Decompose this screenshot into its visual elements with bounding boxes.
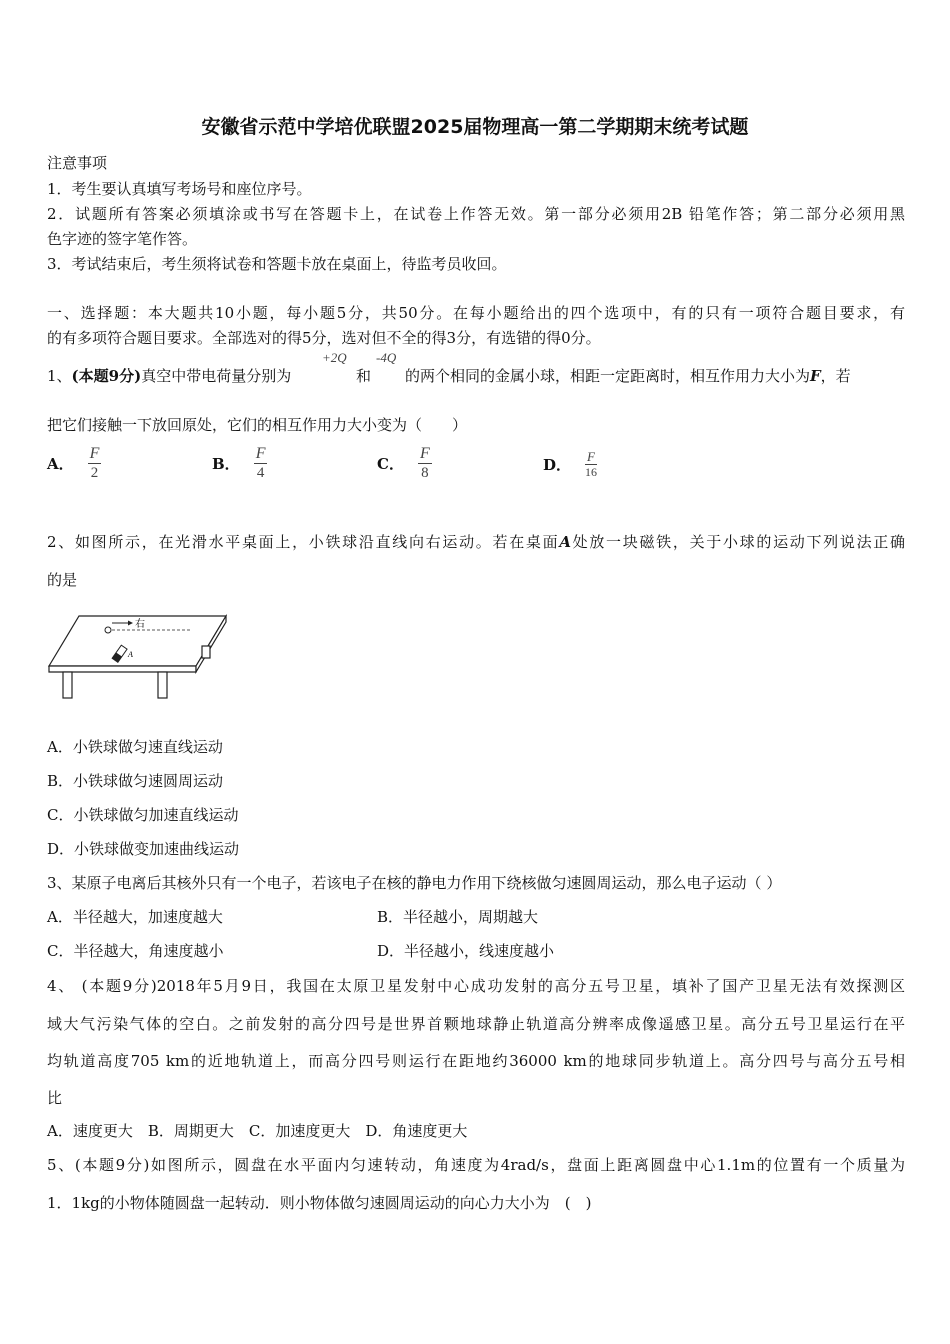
question-5-stem: 5、(本题9分)如图所示，圆盘在水平面内匀速转动，角速度为4rad/s，盘面上距离圆盘中心1.1m的位置有一个质量为 xyxy=(47,1156,905,1174)
q1-charge-1: +2Q xyxy=(322,350,347,365)
magnet-label: A xyxy=(128,650,133,659)
q2-option-d[interactable]: D．小铁球做变加速曲线运动 xyxy=(47,840,240,858)
question-5-stem: 1．1kg的小物体随圆盘一起转动．则小物体做匀速圆周运动的向心力大小为 ( ) xyxy=(47,1194,592,1212)
fraction: $\frac{F}{16}$ xyxy=(585,449,598,479)
question-2-stem-line2: 的是 xyxy=(47,571,78,589)
question-3-stem: 3、某原子电离后其核外只有一个电子，若该电子在核的静电力作用下绕核做匀速圆周运动，那么电子运动（ ） xyxy=(47,874,782,892)
option-label: C． xyxy=(377,455,404,473)
fraction: $\frac{F}{4}$ xyxy=(255,445,266,481)
q3-option-d[interactable]: D．半径越小，线速度越小 xyxy=(377,942,555,960)
q3-option-b[interactable]: B．半径越小，周期越大 xyxy=(377,908,539,926)
q1-charge-2: -4Q xyxy=(376,350,397,365)
q3-option-c[interactable]: C．半径越大，角速度越小 xyxy=(47,942,224,960)
q1-option-b[interactable] xyxy=(212,445,267,482)
q1-option-d[interactable] xyxy=(543,450,597,479)
q1-number: 1、 xyxy=(47,367,72,385)
q2-point-a: A xyxy=(559,533,571,551)
table-leg xyxy=(202,646,210,658)
q1-text-line2: 把它们接触一下放回原处，它们的相互作用力大小变为（ ） xyxy=(47,416,468,434)
q3-option-a[interactable]: A．半径越大，加速度越大 xyxy=(47,908,223,926)
option-label: D． xyxy=(543,456,572,474)
notice-item: 2．试题所有答案必须填涂或书写在答题卡上，在试卷上作答无效。第一部分必须用2B 铅笔作答；第二部分必须用黑 xyxy=(47,205,905,223)
option-label: A． xyxy=(47,455,74,473)
fraction: $\frac{F}{2}$ xyxy=(89,445,100,481)
q1-option-a[interactable] xyxy=(47,445,101,482)
q2-option-a[interactable]: A．小铁球做匀速直线运动 xyxy=(47,738,223,756)
iron-ball xyxy=(105,627,111,633)
q1-force-symbol: F xyxy=(810,367,821,385)
table-leg xyxy=(63,672,72,698)
fraction: $\frac{F}{8}$ xyxy=(419,445,430,481)
option-label: B． xyxy=(212,455,240,473)
question-4-stem: 比 xyxy=(47,1089,63,1107)
arrow-label: 右 xyxy=(135,619,145,630)
notice-item: 3．考试结束后，考生须将试卷和答题卡放在桌面上，待监考员收回。 xyxy=(47,255,507,273)
section-instructions: 一、选择题：本大题共10小题，每小题5分，共50分。在每小题给出的四个选项中，有的只有一项符合题目要求，有 xyxy=(47,304,905,322)
q2-option-b[interactable]: B．小铁球做匀速圆周运动 xyxy=(47,772,224,790)
question-1-stem xyxy=(47,365,291,386)
question-4-stem: 均轨道高度705 km的近地轨道上，而高分四号则运行在距地约36000 km的地球同步轨道上。高分四号与高分五号相 xyxy=(47,1052,905,1070)
page-title: 安徽省示范中学培优联盟2025届物理高一第二学期期末统考试题 xyxy=(201,116,749,138)
table-figure xyxy=(44,608,234,703)
notice-item: 1．考生要认真填写考场号和座位序号。 xyxy=(47,180,312,198)
notice-item: 色字迹的签字笔作答。 xyxy=(47,230,198,248)
question-4-stem: 4、 (本题9分)2018年5月9日，我国在太原卫星发射中心成功发射的高分五号卫星，填补了国产卫星无法有效探测区 xyxy=(47,977,905,995)
q2-option-c[interactable]: C．小铁球做匀加速直线运动 xyxy=(47,806,239,824)
q1-text: 真空中带电荷量分别为 xyxy=(141,367,292,385)
question-2-stem: 2、如图所示，在光滑水平桌面上，小铁球沿直线向右运动。若在桌面A处放一块磁铁，关于小球的运动下列说法正确 xyxy=(47,533,905,551)
q1-text-continued: 的两个相同的金属小球，相距一定距离时，相互作用力大小为F，若 xyxy=(405,367,851,385)
question-4-stem: 域大气污染气体的空白。之前发射的高分四号是世界首颗地球静止轨道高分辨率成像遥感卫星。高分五号卫星运行在平 xyxy=(47,1015,905,1033)
section-instructions: 的有多项符合题目要求。全部选对的得5分，选对但不全的得3分，有选错的得0分。 xyxy=(47,329,601,347)
table-leg xyxy=(158,672,167,698)
q1-score-tag: (本题9分) xyxy=(71,367,142,385)
notice-heading: 注意事项 xyxy=(47,154,108,172)
q1-and: 和 xyxy=(356,367,372,385)
q1-option-c[interactable] xyxy=(377,445,432,482)
q4-options[interactable]: A．速度更大 B．周期更大 C．加速度更大 D．角速度更大 xyxy=(47,1122,468,1140)
